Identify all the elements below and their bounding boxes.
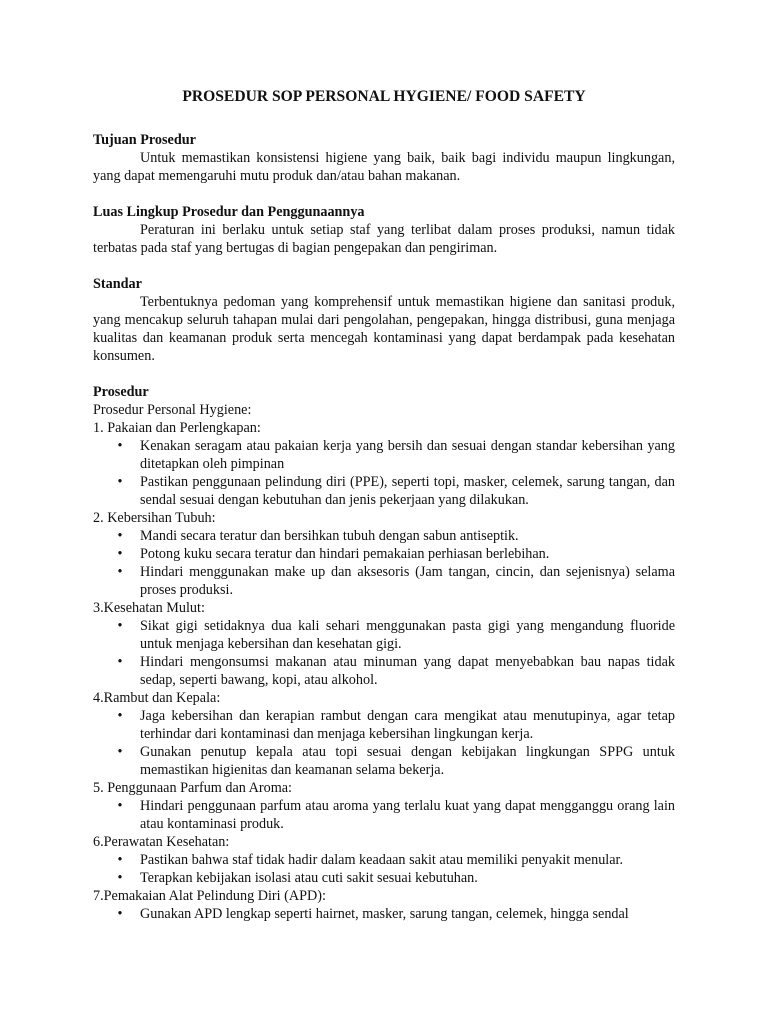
section-heading: Luas Lingkup Prosedur dan Penggunaannya [93, 204, 365, 220]
bullet-list [93, 437, 675, 509]
section-prosedur [93, 383, 675, 923]
list-item [93, 707, 675, 743]
list-item-text: Gunakan APD lengkap seperti hairnet, masker, sarung tangan, celemek, hingga sendal [140, 906, 629, 922]
bullet-icon: • [117, 438, 123, 454]
document-page [93, 86, 675, 941]
bullet-list [93, 797, 675, 833]
document-title: PROSEDUR SOP PERSONAL HYGIENE/ FOOD SAFETY [182, 88, 586, 105]
procedure-group [93, 833, 675, 887]
bullet-list [93, 617, 675, 689]
list-item-text: Terapkan kebijakan isolasi atau cuti sakit sesuai kebutuhan. [140, 870, 478, 886]
section-luas-lingkup [93, 203, 675, 257]
list-item [93, 545, 675, 563]
group-label: 7.Pemakaian Alat Pelindung Diri (APD): [93, 888, 326, 904]
group-label: 3.Kesehatan Mulut: [93, 600, 205, 616]
bullet-icon: • [117, 744, 123, 760]
list-item [93, 473, 675, 509]
section-paragraph: Terbentuknya pedoman yang komprehensif untuk memastikan higiene dan sanitasi produk, yang mencakup seluruh tahapan mulai dari pengolahan, pengepakan, hingga distribusi, guna menjaga kualitas dan keamanan produk serta mencegah kontaminasi yang dapat berdampak pada kesehatan konsumen. [93, 294, 675, 364]
bullet-icon: • [117, 654, 123, 670]
list-item [93, 869, 675, 887]
section-heading: Standar [93, 276, 142, 292]
list-item [93, 527, 675, 545]
section-tujuan [93, 131, 675, 185]
procedure-group [93, 509, 675, 599]
procedure-group [93, 689, 675, 779]
section-heading: Prosedur [93, 384, 149, 400]
list-item-text: Gunakan penutup kepala atau topi sesuai dengan kebijakan lingkungan SPPG untuk memastikan higienitas dan keamanan selama bekerja. [140, 744, 675, 778]
bullet-icon: • [117, 708, 123, 724]
section-paragraph: Untuk memastikan konsistensi higiene yang baik, baik bagi individu maupun lingkungan, yang dapat memengaruhi mutu produk dan/atau bahan makanan. [93, 150, 675, 184]
list-item-text: Pastikan bahwa staf tidak hadir dalam keadaan sakit atau memiliki penyakit menular. [140, 852, 624, 868]
list-item [93, 905, 675, 923]
list-item [93, 653, 675, 689]
bullet-list [93, 527, 675, 599]
procedure-group [93, 419, 675, 509]
procedure-group [93, 599, 675, 689]
bullet-icon: • [117, 564, 123, 580]
procedure-group [93, 779, 675, 833]
list-item-text: Jaga kebersihan dan kerapian rambut dengan cara mengikat atau menutupinya, agar tetap terhindar dari kontaminasi dan menjaga kebersihan lingkungan kerja. [140, 708, 675, 742]
group-label: 6.Perawatan Kesehatan: [93, 834, 230, 850]
list-item-text: Kenakan seragam atau pakaian kerja yang bersih dan sesuai dengan standar kebersihan yang ditetapkan oleh pimpinan [140, 438, 675, 472]
procedure-group [93, 887, 675, 923]
prosedur-subheading: Prosedur Personal Hygiene: [93, 402, 252, 418]
group-label: 5. Penggunaan Parfum dan Aroma: [93, 780, 292, 796]
list-item-text: Hindari menggunakan make up dan aksesoris (Jam tangan, cincin, dan sejenisnya) selama proses produksi. [140, 564, 675, 598]
list-item-text: Potong kuku secara teratur dan hindari pemakaian perhiasan berlebihan. [140, 546, 550, 562]
group-label: 4.Rambut dan Kepala: [93, 690, 221, 706]
section-paragraph: Peraturan ini berlaku untuk setiap staf yang terlibat dalam proses produksi, namun tidak terbatas pada staf yang bertugas di bagian pengepakan dan pengiriman. [93, 222, 675, 256]
bullet-icon: • [117, 906, 123, 922]
list-item [93, 743, 675, 779]
bullet-icon: • [117, 546, 123, 562]
bullet-list [93, 905, 675, 923]
list-item [93, 563, 675, 599]
list-item [93, 797, 675, 833]
bullet-icon: • [117, 870, 123, 886]
bullet-icon: • [117, 474, 123, 490]
list-item [93, 437, 675, 473]
bullet-icon: • [117, 798, 123, 814]
bullet-icon: • [117, 618, 123, 634]
group-label: 2. Kebersihan Tubuh: [93, 510, 216, 526]
bullet-list [93, 851, 675, 887]
list-item-text: Hindari penggunaan parfum atau aroma yang terlalu kuat yang dapat mengganggu orang lain atau kontaminasi produk. [140, 798, 675, 832]
section-standar [93, 275, 675, 365]
section-heading: Tujuan Prosedur [93, 132, 196, 148]
list-item-text: Pastikan penggunaan pelindung diri (PPE), seperti topi, masker, celemek, sarung tangan, dan sendal sesuai dengan kebutuhan dan jenis pekerjaan yang dilakukan. [140, 474, 675, 508]
group-label: 1. Pakaian dan Perlengkapan: [93, 420, 261, 436]
list-item-text: Sikat gigi setidaknya dua kali sehari menggunakan pasta gigi yang mengandung fluoride untuk menjaga kebersihan dan kesehatan gigi. [140, 618, 675, 652]
list-item-text: Hindari mengonsumsi makanan atau minuman yang dapat menyebabkan bau napas tidak sedap, seperti bawang, kopi, atau alkohol. [140, 654, 675, 688]
bullet-list [93, 707, 675, 779]
bullet-icon: • [117, 852, 123, 868]
list-item [93, 617, 675, 653]
list-item [93, 851, 675, 869]
list-item-text: Mandi secara teratur dan bersihkan tubuh dengan sabun antiseptik. [140, 528, 519, 544]
bullet-icon: • [117, 528, 123, 544]
